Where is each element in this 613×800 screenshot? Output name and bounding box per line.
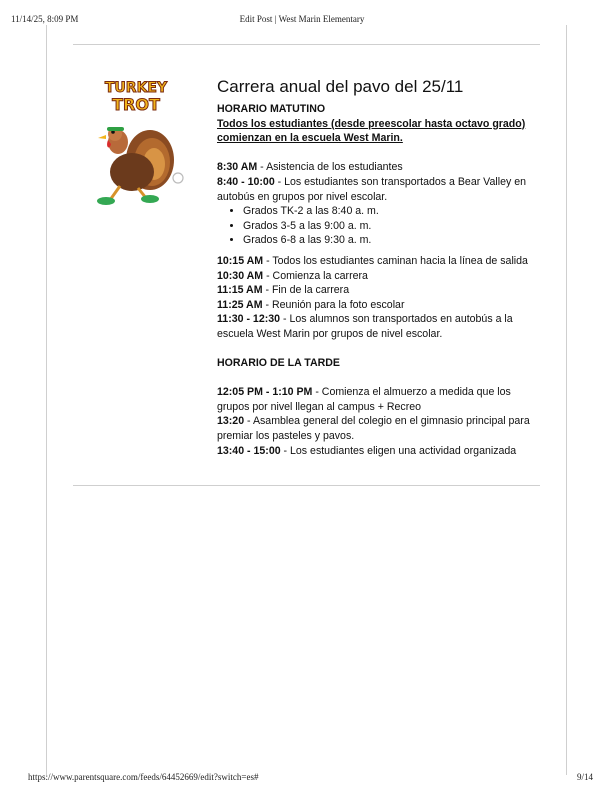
print-datetime: 11/14/25, 8:09 PM: [11, 14, 79, 24]
schedule-item: 8:40 - 10:00 - Los estudiantes son transportados a Bear Valley en autobús en grupos por nivel escolar.: [217, 175, 526, 203]
svg-text:TURKEY: TURKEY: [104, 80, 168, 96]
morning-note-line2: comienzan en la escuela West Marin.: [217, 132, 403, 145]
print-footer: [28, 772, 593, 786]
print-url: https://www.parentsquare.com/feeds/64452669/edit?switch=es#: [28, 772, 259, 782]
schedule-item: 11:15 AM - Fin de la carrera: [217, 284, 350, 297]
grade-list-item: • Grados 6-8 a las 9:30 a. m.: [243, 233, 537, 248]
frame-right-border: [566, 25, 567, 775]
schedule-item: 11:25 AM - Reunión para la foto escolar: [217, 298, 405, 311]
frame-left-border: [46, 25, 47, 775]
schedule-item: 13:20 - Asamblea general del colegio en el gimnasio principal para premiar los pasteles y pavos.: [217, 415, 530, 443]
print-header: [11, 14, 593, 28]
afternoon-heading: HORARIO DE LA TARDE: [217, 357, 341, 370]
print-page-title: Edit Post | West Marin Elementary: [239, 14, 365, 24]
schedule-item: 13:40 - 15:00 - Los estudiantes eligen una actividad organizada: [217, 444, 517, 457]
grade-list: [217, 204, 537, 248]
schedule-item: 10:15 AM - Todos los estudiantes caminan hacia la línea de salida: [217, 254, 528, 267]
schedule-item: 10:30 AM - Comienza la carrera: [217, 269, 368, 282]
print-page-number: 9/14: [576, 772, 593, 782]
post-title: Carrera anual del pavo del 25/11: [217, 77, 464, 96]
grade-list-item: • Grados 3-5 a las 9:00 a. m.: [243, 219, 537, 234]
grade-list-item: • Grados TK-2 a las 8:40 a. m.: [243, 204, 537, 219]
morning-heading: HORARIO MATUTINO: [217, 103, 326, 115]
post-content: [217, 76, 537, 458]
bottom-divider: [73, 485, 540, 486]
svg-text:TROT: TROT: [112, 95, 160, 114]
turkey-trot-image: [80, 78, 192, 206]
turkey-illustration: [80, 78, 192, 206]
top-divider: [73, 44, 540, 45]
schedule-item: 11:30 - 12:30 - Los alumnos son transportados en autobús a la escuela West Marin por grupos de nivel escolar.: [217, 313, 513, 340]
schedule-item: 12:05 PM - 1:10 PM - Comienza el almuerzo a medida que los grupos por nivel llegan al campus + Recreo: [217, 386, 511, 413]
morning-note-line1: Todos los estudiantes (desde preescolar hasta octavo grado): [217, 117, 526, 130]
schedule-item: 8:30 AM - Asistencia de los estudiantes: [217, 161, 403, 174]
